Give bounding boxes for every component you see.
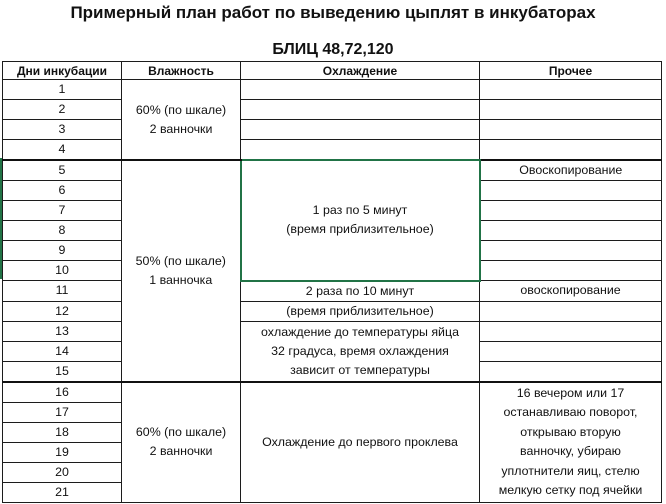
other-cell[interactable] — [480, 100, 662, 120]
page-title: Примерный план работ по выведению цыплят в инкубаторах — [70, 3, 596, 22]
day-cell[interactable]: 18 — [3, 422, 122, 442]
table-row — [3, 382, 662, 403]
day-cell[interactable]: 1 — [3, 80, 122, 100]
table-row — [3, 321, 662, 341]
other-cell[interactable] — [480, 361, 662, 382]
table-row — [3, 160, 662, 181]
humidity-line: 50% (по шкале) — [135, 253, 226, 268]
day-cell[interactable]: 4 — [3, 140, 122, 161]
incubation-plan-table — [2, 61, 662, 503]
other-line: мелкую сетку под ячейки — [498, 483, 643, 497]
day-cell[interactable]: 13 — [3, 321, 122, 341]
humidity-line: 60% (по шкале) — [135, 102, 227, 117]
day-cell[interactable]: 20 — [3, 462, 122, 482]
cooling-cell[interactable] — [241, 100, 480, 120]
other-cell[interactable] — [480, 140, 662, 161]
humidity-cell[interactable] — [122, 80, 241, 161]
day-cell[interactable]: 9 — [3, 241, 122, 261]
other-cell[interactable] — [480, 301, 662, 321]
cooling-line: зависит от температуры — [290, 362, 430, 377]
other-line: останавливаю поворот, — [503, 405, 638, 419]
other-cell[interactable] — [480, 221, 662, 241]
other-cell[interactable] — [480, 241, 662, 261]
cooling-line: охлаждение до температуры яйца — [261, 324, 459, 339]
table-row — [3, 301, 662, 321]
other-line: 16 вечером или 17 — [516, 385, 625, 400]
humidity-line: 2 ванночки — [149, 121, 213, 136]
header-other[interactable]: Прочее — [480, 62, 662, 80]
day-cell[interactable]: 19 — [3, 442, 122, 462]
other-cell[interactable]: Овоскопирование — [480, 160, 662, 181]
day-cell[interactable]: 21 — [3, 482, 122, 502]
cooling-cell[interactable]: Охлаждение до первого проклева — [241, 382, 480, 503]
other-cell[interactable] — [480, 321, 662, 341]
cooling-line: 32 градуса, время охлаждения — [271, 343, 449, 358]
cooling-cell[interactable]: 2 раза по 10 минут — [241, 281, 480, 302]
page-subtitle: БЛИЦ 48,72,120 — [272, 41, 394, 58]
humidity-cell[interactable] — [122, 160, 241, 382]
day-cell[interactable]: 14 — [3, 341, 122, 361]
table-row — [3, 140, 662, 161]
cooling-cell[interactable] — [241, 140, 480, 161]
day-cell[interactable]: 17 — [3, 402, 122, 422]
header-cooling[interactable]: Охлаждение — [241, 62, 480, 80]
other-cell[interactable]: овоскопирование — [480, 281, 662, 302]
day-cell[interactable]: 10 — [3, 261, 122, 281]
cooling-cell[interactable] — [241, 321, 480, 382]
header-row — [3, 62, 662, 80]
other-line: открываю вторую — [520, 424, 621, 439]
table-row — [3, 100, 662, 120]
day-cell[interactable]: 7 — [3, 201, 122, 221]
day-cell[interactable]: 8 — [3, 221, 122, 241]
day-cell[interactable]: 16 — [3, 382, 122, 403]
table-row — [3, 281, 662, 302]
day-cell[interactable]: 12 — [3, 301, 122, 321]
cooling-cell-selected[interactable] — [241, 160, 480, 281]
cooling-line: (время приблизительное) — [286, 222, 434, 237]
other-line: ванночку, убираю — [520, 444, 621, 458]
other-cell[interactable] — [480, 261, 662, 281]
cooling-cell[interactable] — [241, 120, 480, 140]
humidity-line: 1 ванночка — [149, 272, 213, 287]
header-humidity[interactable]: Влажность — [122, 62, 241, 80]
other-cell[interactable] — [480, 120, 662, 140]
other-cell[interactable] — [480, 201, 662, 221]
other-line: уплотнители яиц, стелю — [501, 463, 640, 478]
day-cell[interactable]: 2 — [3, 100, 122, 120]
day-cell[interactable]: 15 — [3, 361, 122, 382]
header-days[interactable]: Дни инкубации — [3, 62, 122, 80]
day-cell[interactable]: 3 — [3, 120, 122, 140]
cooling-cell[interactable] — [241, 80, 480, 100]
humidity-line: 2 ванночки — [149, 444, 213, 458]
cooling-line: 1 раз по 5 минут — [312, 203, 408, 218]
table-row — [3, 120, 662, 140]
other-cell[interactable] — [480, 341, 662, 361]
day-cell[interactable]: 11 — [3, 281, 122, 302]
day-cell[interactable]: 5 — [3, 160, 122, 181]
day-cell[interactable]: 6 — [3, 181, 122, 201]
table-row — [3, 80, 662, 100]
humidity-cell[interactable] — [122, 382, 241, 503]
other-cell[interactable] — [480, 80, 662, 100]
other-cell[interactable] — [480, 382, 662, 503]
other-cell[interactable] — [480, 181, 662, 201]
cooling-cell[interactable]: (время приблизительное) — [241, 301, 480, 321]
humidity-line: 60% (по шкале) — [135, 425, 227, 439]
